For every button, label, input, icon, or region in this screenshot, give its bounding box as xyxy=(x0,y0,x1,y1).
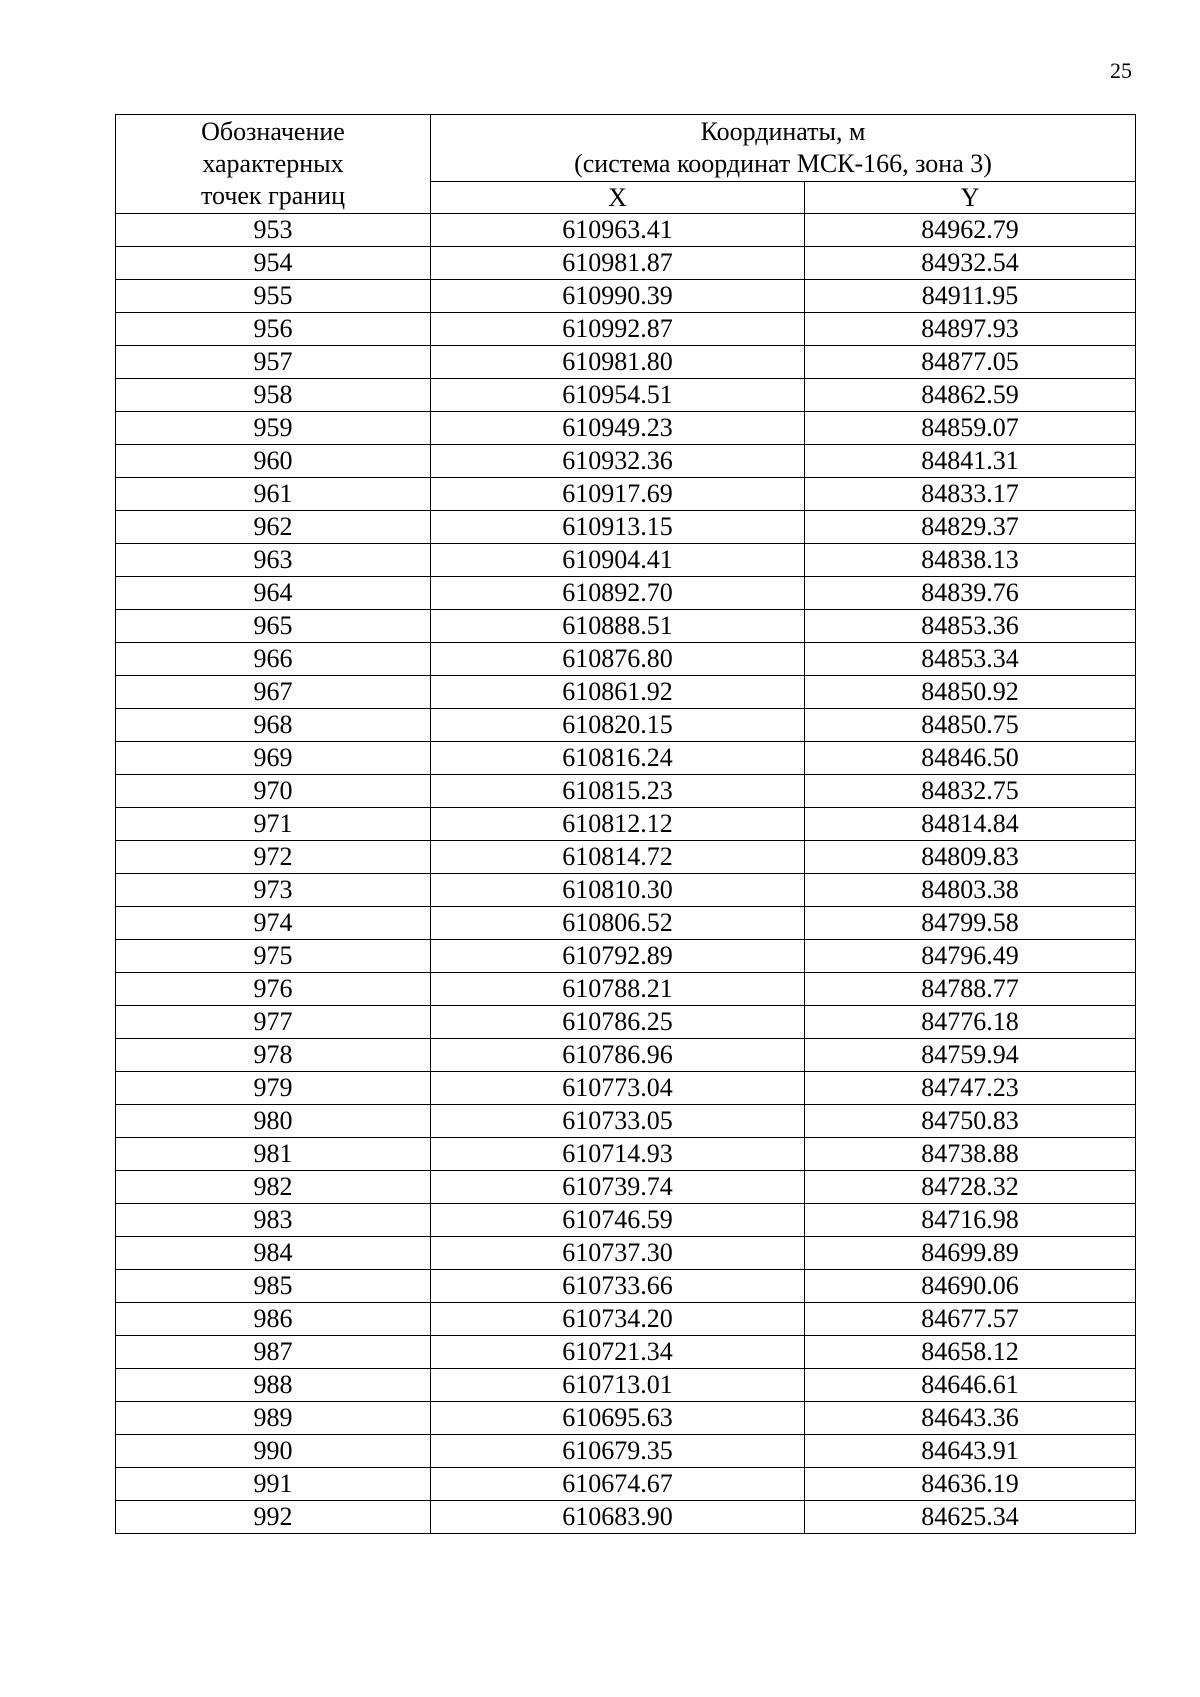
y-coordinate-cell: 84841.31 xyxy=(805,445,1136,478)
point-cell: 976 xyxy=(116,973,431,1006)
y-coordinate-cell: 84932.54 xyxy=(805,247,1136,280)
y-coordinate-cell: 84646.61 xyxy=(805,1369,1136,1402)
header-coordinates-line-2: (система координат МСК-166, зона 3) xyxy=(574,149,992,178)
y-coordinate-cell: 84658.12 xyxy=(805,1336,1136,1369)
point-cell: 959 xyxy=(116,412,431,445)
table-row xyxy=(116,379,1136,412)
table-row xyxy=(116,346,1136,379)
point-cell: 980 xyxy=(116,1105,431,1138)
point-cell: 961 xyxy=(116,478,431,511)
table-row xyxy=(116,808,1136,841)
point-cell: 970 xyxy=(116,775,431,808)
point-cell: 981 xyxy=(116,1138,431,1171)
point-cell: 960 xyxy=(116,445,431,478)
x-coordinate-cell: 610981.80 xyxy=(431,346,805,379)
table-row xyxy=(116,478,1136,511)
x-coordinate-cell: 610792.89 xyxy=(431,940,805,973)
point-cell: 982 xyxy=(116,1171,431,1204)
table-row xyxy=(116,676,1136,709)
table-row xyxy=(116,1336,1136,1369)
point-cell: 990 xyxy=(116,1435,431,1468)
page-number: 25 xyxy=(1110,58,1132,83)
table-row xyxy=(116,1270,1136,1303)
point-cell: 984 xyxy=(116,1237,431,1270)
x-coordinate-cell: 610788.21 xyxy=(431,973,805,1006)
x-coordinate-cell: 610812.12 xyxy=(431,808,805,841)
x-coordinate-cell: 610892.70 xyxy=(431,577,805,610)
y-coordinate-cell: 84862.59 xyxy=(805,379,1136,412)
table-row xyxy=(116,907,1136,940)
x-coordinate-cell: 610949.23 xyxy=(431,412,805,445)
x-coordinate-cell: 610904.41 xyxy=(431,544,805,577)
y-coordinate-cell: 84809.83 xyxy=(805,841,1136,874)
y-coordinate-cell: 84643.91 xyxy=(805,1435,1136,1468)
y-coordinate-cell: 84625.34 xyxy=(805,1501,1136,1534)
table-row xyxy=(116,1072,1136,1105)
y-coordinate-cell: 84788.77 xyxy=(805,973,1136,1006)
point-cell: 968 xyxy=(116,709,431,742)
x-coordinate-cell: 610992.87 xyxy=(431,313,805,346)
x-coordinate-cell: 610737.30 xyxy=(431,1237,805,1270)
y-coordinate-cell: 84690.06 xyxy=(805,1270,1136,1303)
y-coordinate-cell: 84859.07 xyxy=(805,412,1136,445)
x-coordinate-cell: 610888.51 xyxy=(431,610,805,643)
x-coordinate-cell: 610679.35 xyxy=(431,1435,805,1468)
x-coordinate-cell: 610721.34 xyxy=(431,1336,805,1369)
point-cell: 992 xyxy=(116,1501,431,1534)
y-coordinate-cell: 84716.98 xyxy=(805,1204,1136,1237)
point-cell: 975 xyxy=(116,940,431,973)
point-cell: 957 xyxy=(116,346,431,379)
table-row xyxy=(116,874,1136,907)
point-cell: 974 xyxy=(116,907,431,940)
y-coordinate-cell: 84814.84 xyxy=(805,808,1136,841)
y-coordinate-cell: 84897.93 xyxy=(805,313,1136,346)
x-coordinate-cell: 610734.20 xyxy=(431,1303,805,1336)
table-row xyxy=(116,610,1136,643)
y-coordinate-cell: 84750.83 xyxy=(805,1105,1136,1138)
coordinates-table xyxy=(115,114,1136,1534)
table-row xyxy=(116,1204,1136,1237)
y-coordinate-cell: 84833.17 xyxy=(805,478,1136,511)
header-coordinates-group xyxy=(431,115,1136,182)
x-coordinate-cell: 610806.52 xyxy=(431,907,805,940)
table-row xyxy=(116,577,1136,610)
x-coordinate-cell: 610932.36 xyxy=(431,445,805,478)
y-coordinate-cell: 84850.75 xyxy=(805,709,1136,742)
x-coordinate-cell: 610713.01 xyxy=(431,1369,805,1402)
point-cell: 991 xyxy=(116,1468,431,1501)
table-row xyxy=(116,1171,1136,1204)
table-row xyxy=(116,1006,1136,1039)
header-y: Y xyxy=(805,182,1136,214)
table-row xyxy=(116,643,1136,676)
point-cell: 966 xyxy=(116,643,431,676)
x-coordinate-cell: 610954.51 xyxy=(431,379,805,412)
x-coordinate-cell: 610773.04 xyxy=(431,1072,805,1105)
point-cell: 969 xyxy=(116,742,431,775)
x-coordinate-cell: 610816.24 xyxy=(431,742,805,775)
x-coordinate-cell: 610786.96 xyxy=(431,1039,805,1072)
point-cell: 962 xyxy=(116,511,431,544)
y-coordinate-cell: 84699.89 xyxy=(805,1237,1136,1270)
point-cell: 953 xyxy=(116,214,431,247)
point-cell: 967 xyxy=(116,676,431,709)
table-row xyxy=(116,940,1136,973)
table-row xyxy=(116,1138,1136,1171)
y-coordinate-cell: 84877.05 xyxy=(805,346,1136,379)
y-coordinate-cell: 84738.88 xyxy=(805,1138,1136,1171)
point-cell: 955 xyxy=(116,280,431,313)
point-cell: 956 xyxy=(116,313,431,346)
x-coordinate-cell: 610739.74 xyxy=(431,1171,805,1204)
y-coordinate-cell: 84643.36 xyxy=(805,1402,1136,1435)
table-row xyxy=(116,214,1136,247)
point-cell: 971 xyxy=(116,808,431,841)
point-cell: 986 xyxy=(116,1303,431,1336)
point-cell: 965 xyxy=(116,610,431,643)
y-coordinate-cell: 84962.79 xyxy=(805,214,1136,247)
table-row xyxy=(116,775,1136,808)
table-row xyxy=(116,1369,1136,1402)
x-coordinate-cell: 610876.80 xyxy=(431,643,805,676)
table-row xyxy=(116,1468,1136,1501)
table-row xyxy=(116,742,1136,775)
table-row xyxy=(116,445,1136,478)
table-row xyxy=(116,313,1136,346)
header-point-designation xyxy=(116,115,431,214)
point-cell: 978 xyxy=(116,1039,431,1072)
x-coordinate-cell: 610913.15 xyxy=(431,511,805,544)
x-coordinate-cell: 610714.93 xyxy=(431,1138,805,1171)
point-cell: 973 xyxy=(116,874,431,907)
point-cell: 963 xyxy=(116,544,431,577)
x-coordinate-cell: 610820.15 xyxy=(431,709,805,742)
y-coordinate-cell: 84846.50 xyxy=(805,742,1136,775)
x-coordinate-cell: 610990.39 xyxy=(431,280,805,313)
table-row xyxy=(116,511,1136,544)
y-coordinate-cell: 84911.95 xyxy=(805,280,1136,313)
point-cell: 972 xyxy=(116,841,431,874)
header-point-line-1: Обозначение xyxy=(201,117,345,146)
x-coordinate-cell: 610674.67 xyxy=(431,1468,805,1501)
table-row xyxy=(116,1039,1136,1072)
x-coordinate-cell: 610695.63 xyxy=(431,1402,805,1435)
table-row xyxy=(116,247,1136,280)
x-coordinate-cell: 610733.66 xyxy=(431,1270,805,1303)
header-coordinates-line-1: Координаты, м xyxy=(700,117,866,146)
y-coordinate-cell: 84759.94 xyxy=(805,1039,1136,1072)
header-point-line-3: точек границ xyxy=(200,181,346,210)
table-row xyxy=(116,1237,1136,1270)
y-coordinate-cell: 84677.57 xyxy=(805,1303,1136,1336)
x-coordinate-cell: 610733.05 xyxy=(431,1105,805,1138)
y-coordinate-cell: 84796.49 xyxy=(805,940,1136,973)
y-coordinate-cell: 84853.34 xyxy=(805,643,1136,676)
table-row xyxy=(116,1435,1136,1468)
y-coordinate-cell: 84728.32 xyxy=(805,1171,1136,1204)
y-coordinate-cell: 84850.92 xyxy=(805,676,1136,709)
table-row xyxy=(116,709,1136,742)
y-coordinate-cell: 84829.37 xyxy=(805,511,1136,544)
x-coordinate-cell: 610786.25 xyxy=(431,1006,805,1039)
point-cell: 985 xyxy=(116,1270,431,1303)
y-coordinate-cell: 84776.18 xyxy=(805,1006,1136,1039)
table-row xyxy=(116,280,1136,313)
table-body xyxy=(116,214,1136,1534)
y-coordinate-cell: 84799.58 xyxy=(805,907,1136,940)
y-coordinate-cell: 84747.23 xyxy=(805,1072,1136,1105)
header-x: X xyxy=(431,182,805,214)
point-cell: 958 xyxy=(116,379,431,412)
x-coordinate-cell: 610810.30 xyxy=(431,874,805,907)
table-row xyxy=(116,973,1136,1006)
x-coordinate-cell: 610963.41 xyxy=(431,214,805,247)
y-coordinate-cell: 84803.38 xyxy=(805,874,1136,907)
point-cell: 954 xyxy=(116,247,431,280)
y-coordinate-cell: 84853.36 xyxy=(805,610,1136,643)
point-cell: 987 xyxy=(116,1336,431,1369)
point-cell: 977 xyxy=(116,1006,431,1039)
x-coordinate-cell: 610815.23 xyxy=(431,775,805,808)
x-coordinate-cell: 610861.92 xyxy=(431,676,805,709)
y-coordinate-cell: 84839.76 xyxy=(805,577,1136,610)
point-cell: 988 xyxy=(116,1369,431,1402)
table-row xyxy=(116,1105,1136,1138)
x-coordinate-cell: 610683.90 xyxy=(431,1501,805,1534)
point-cell: 983 xyxy=(116,1204,431,1237)
table-row xyxy=(116,841,1136,874)
table-row xyxy=(116,544,1136,577)
table-row xyxy=(116,1501,1136,1534)
x-coordinate-cell: 610746.59 xyxy=(431,1204,805,1237)
table-row xyxy=(116,1402,1136,1435)
x-coordinate-cell: 610981.87 xyxy=(431,247,805,280)
y-coordinate-cell: 84832.75 xyxy=(805,775,1136,808)
y-coordinate-cell: 84636.19 xyxy=(805,1468,1136,1501)
header-point-line-2: характерных xyxy=(202,149,344,178)
y-coordinate-cell: 84838.13 xyxy=(805,544,1136,577)
x-coordinate-cell: 610814.72 xyxy=(431,841,805,874)
point-cell: 979 xyxy=(116,1072,431,1105)
table-row xyxy=(116,1303,1136,1336)
point-cell: 964 xyxy=(116,577,431,610)
x-coordinate-cell: 610917.69 xyxy=(431,478,805,511)
table-row xyxy=(116,412,1136,445)
point-cell: 989 xyxy=(116,1402,431,1435)
